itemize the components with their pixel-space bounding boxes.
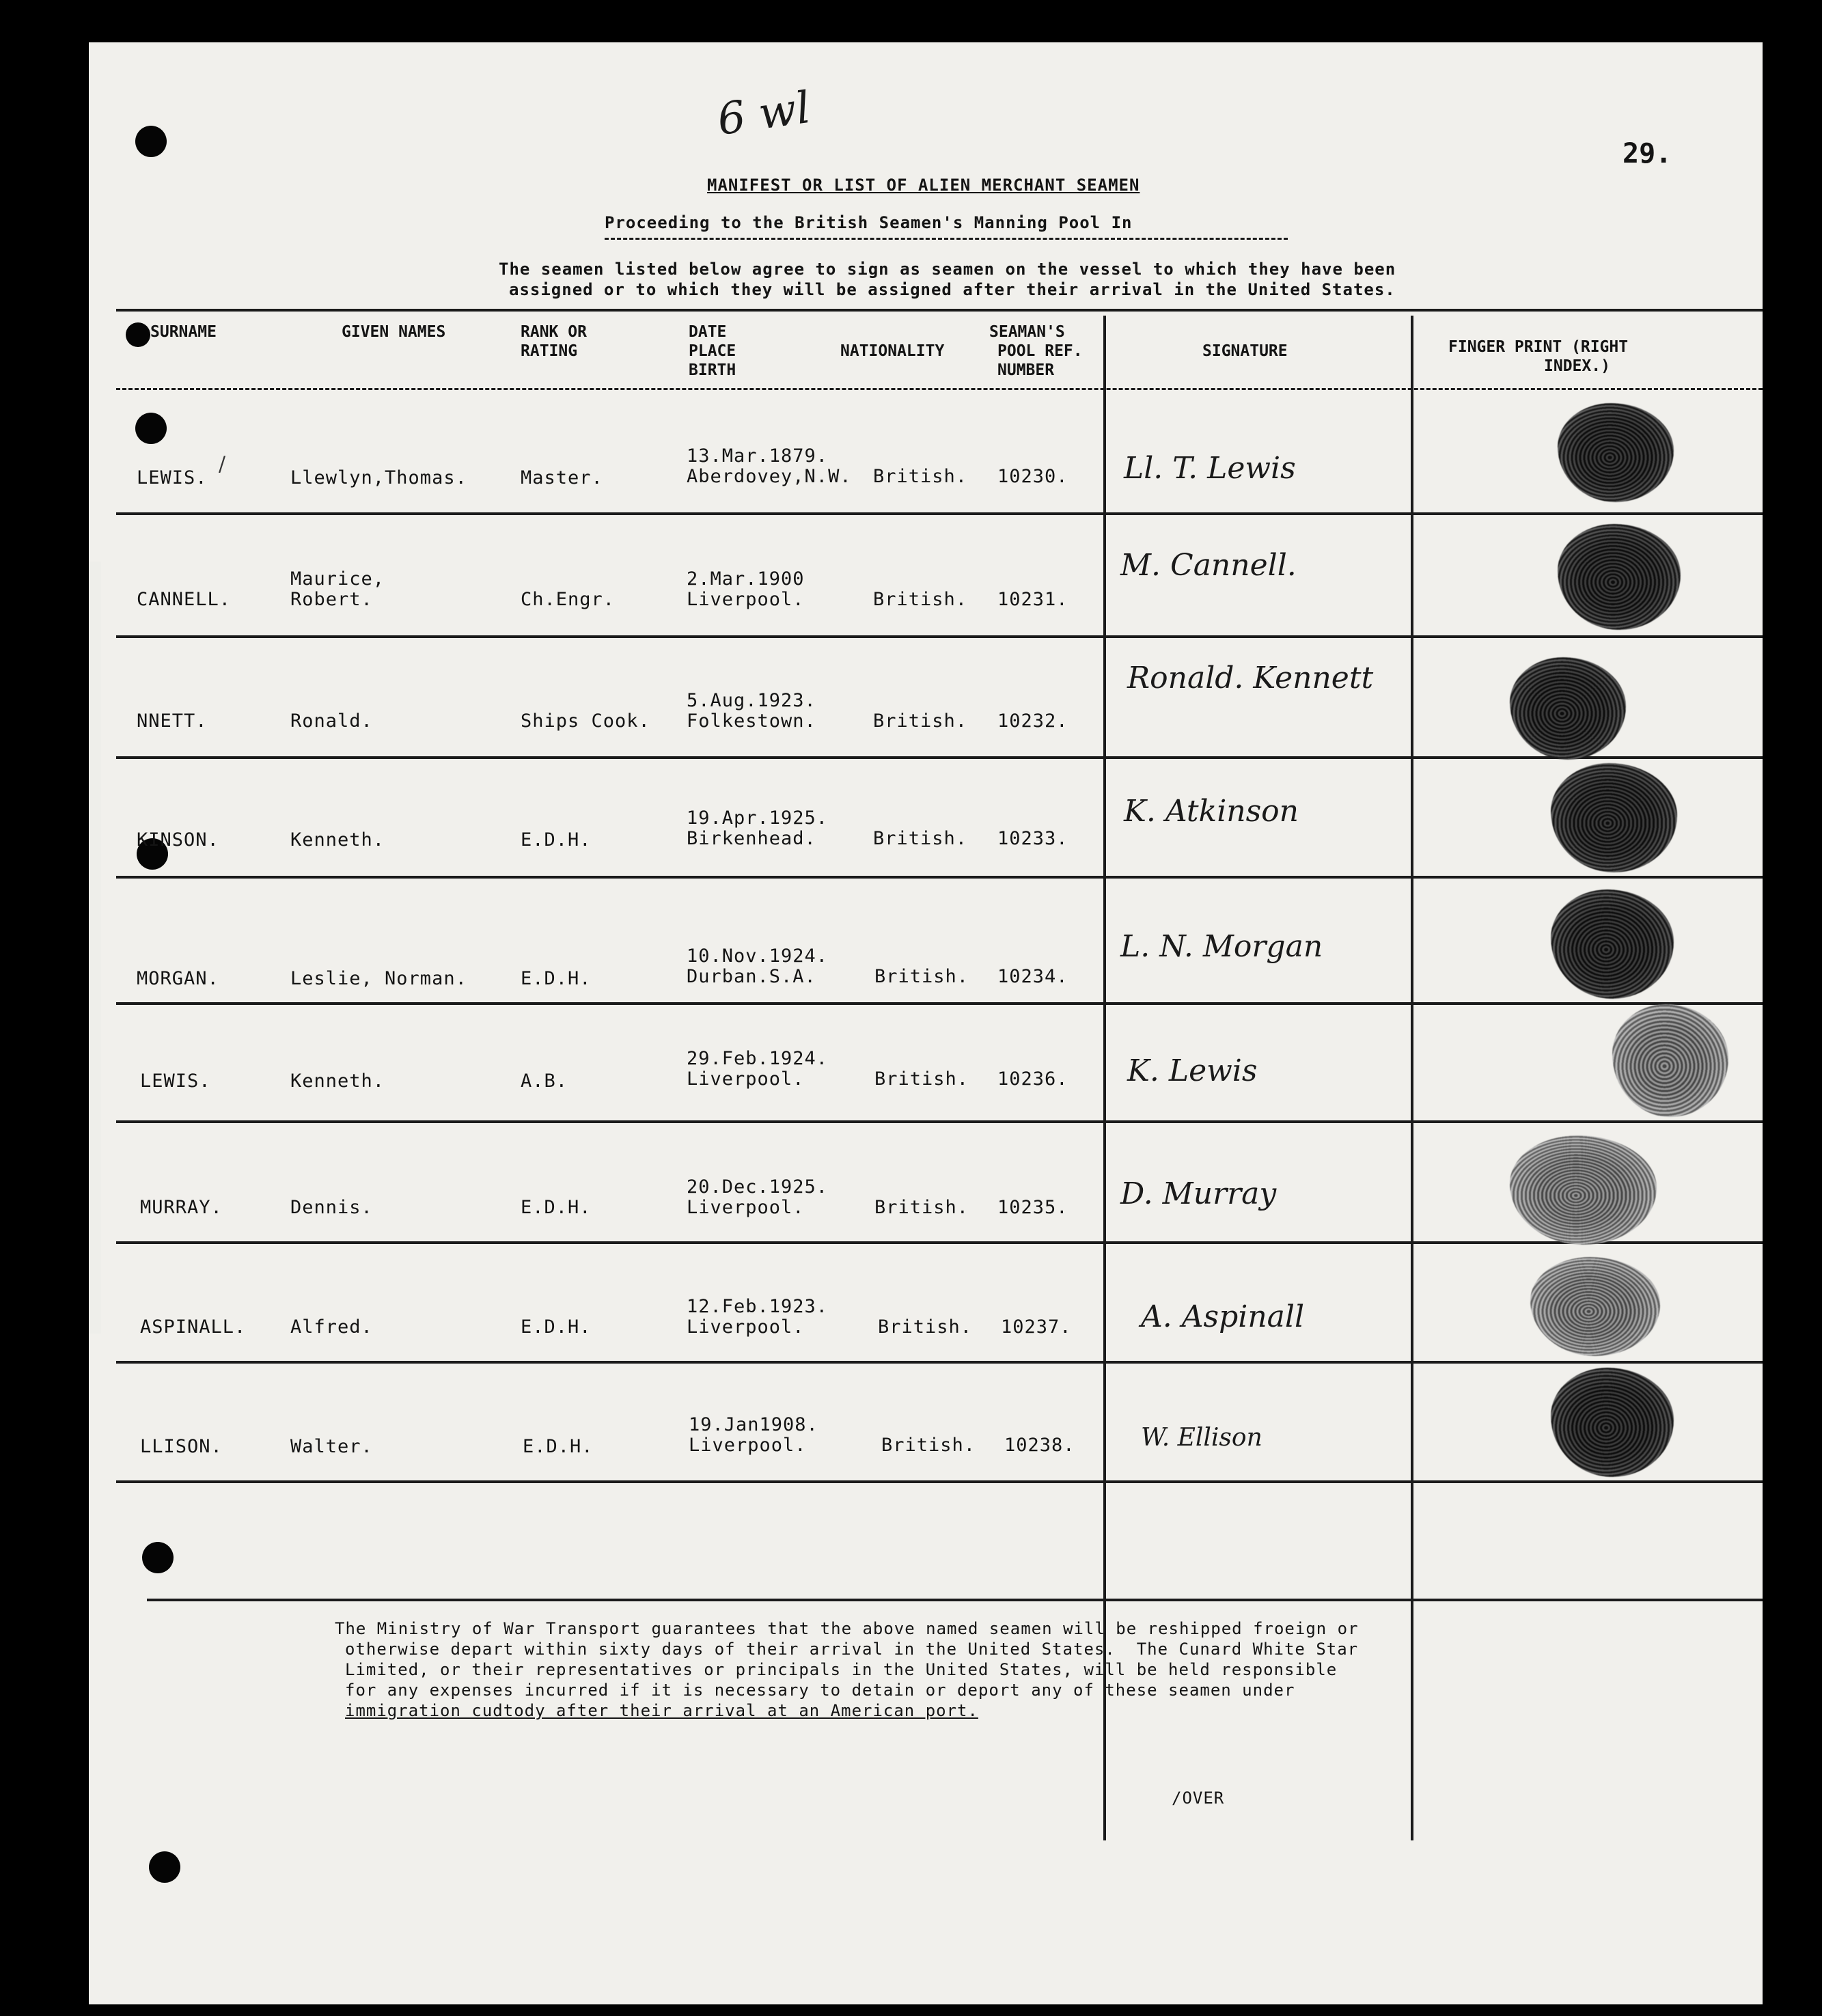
- row-signature: A. Aspinall: [1141, 1299, 1305, 1334]
- intro-line-1: The seamen listed below agree to sign as seamen on the vessel to which they have been: [499, 260, 1396, 279]
- row-nationality: British.: [874, 1068, 969, 1090]
- row-surname: MURRAY.: [140, 1197, 223, 1218]
- punch-hole: [135, 413, 167, 444]
- row-nationality: British.: [873, 828, 968, 849]
- row-signature: Ronald. Kennett: [1127, 661, 1374, 695]
- col-given-names: GIVEN NAMES: [342, 323, 446, 341]
- col-surname: SURNAME: [150, 323, 217, 341]
- row-given-names: Maurice,: [290, 568, 385, 590]
- row-birth-date: 19.Apr.1925.: [687, 807, 829, 829]
- row-surname: MORGAN.: [137, 968, 219, 989]
- row-rule: [116, 876, 1763, 879]
- row-rule: [116, 1241, 1763, 1244]
- row-given-names: Llewlyn,Thomas.: [290, 467, 467, 488]
- punch-hole: [142, 1542, 174, 1573]
- row-birth-place: Liverpool.: [687, 1197, 805, 1218]
- row-birth-date: 29.Feb.1924.: [687, 1048, 829, 1069]
- page-title: MANIFEST OR LIST OF ALIEN MERCHANT SEAMEN: [707, 176, 1140, 195]
- col-date-2: PLACE: [689, 342, 736, 360]
- row-given-names-2: Robert.: [290, 589, 373, 610]
- fingerprint: [1551, 763, 1677, 872]
- row-surname: LEWIS.: [137, 467, 208, 488]
- col-nationality: NATIONALITY: [840, 342, 945, 360]
- row-rule: [116, 1480, 1763, 1483]
- row-rule: [116, 756, 1763, 759]
- row-rank: E.D.H.: [521, 1316, 592, 1338]
- row-nationality: British.: [878, 1316, 973, 1338]
- row-given-names: Walter.: [290, 1436, 373, 1457]
- page-number: 29.: [1623, 138, 1672, 169]
- fingerprint-column-rule: [1411, 316, 1413, 1840]
- row-birth-date: 12.Feb.1923.: [687, 1296, 829, 1317]
- col-fingerprint-1: FINGER PRINT (RIGHT: [1448, 338, 1629, 356]
- row-pool-number: 10231.: [997, 589, 1068, 610]
- fingerprint: [1530, 1257, 1660, 1356]
- row-surname: ASPINALL.: [140, 1316, 247, 1338]
- row-surname: LLISON.: [140, 1436, 223, 1457]
- row-given-names: Kenneth.: [290, 1071, 385, 1092]
- row-pool-number: 10233.: [997, 828, 1068, 849]
- row-rank: Ships Cook.: [521, 710, 650, 732]
- row-pool-number: 10238.: [1004, 1435, 1075, 1456]
- row-birth-place: Folkestown.: [687, 710, 816, 732]
- row-signature: K. Atkinson: [1124, 794, 1299, 829]
- row-birth-date: 19.Jan1908.: [689, 1414, 818, 1435]
- row-nationality: British.: [873, 710, 968, 732]
- manifest-page: [89, 42, 1763, 2004]
- row-pool-number: 10237.: [1001, 1316, 1072, 1338]
- guarantee-line-2: otherwise depart within sixty days of their arrival in the United States. The Cunard White Star: [345, 1640, 1359, 1659]
- row-pool-number: 10230.: [997, 466, 1068, 487]
- page-edge-strip: [89, 562, 101, 1334]
- table-bottom-rule: [147, 1599, 1763, 1601]
- page-subtitle: Proceeding to the British Seamen's Manning Pool In: [605, 213, 1133, 232]
- row-birth-place: Aberdovey,N.W.: [687, 466, 852, 487]
- fingerprint: [1558, 403, 1674, 502]
- row-rule: [116, 512, 1763, 515]
- row-birth-place: Liverpool.: [687, 1068, 805, 1090]
- row-rank: E.D.H.: [523, 1436, 594, 1457]
- fingerprint: [1612, 1004, 1728, 1117]
- over-marker: /OVER: [1172, 1789, 1225, 1808]
- row-given-names: Dennis.: [290, 1197, 373, 1218]
- row-signature: W. Ellison: [1141, 1424, 1262, 1452]
- row-birth-place: Liverpool.: [689, 1435, 807, 1456]
- fingerprint: [1510, 1135, 1657, 1245]
- col-pool-2: POOL REF.: [997, 342, 1083, 360]
- row-surname: NNETT.: [137, 710, 208, 732]
- handwritten-mark: 6 wl: [714, 82, 814, 146]
- guarantee-line-4: for any expenses incurred if it is necessary to detain or deport any of these seamen under: [345, 1681, 1295, 1700]
- guarantee-line-1: The Ministry of War Transport guarantees that the above named seamen will be reshipped froeign or: [335, 1619, 1359, 1638]
- row-signature: D. Murray: [1120, 1176, 1277, 1211]
- row-rule: [116, 1002, 1763, 1005]
- col-pool-1: SEAMAN'S: [989, 323, 1065, 341]
- table-top-rule: [116, 309, 1763, 312]
- row-birth-place: Durban.S.A.: [687, 966, 816, 987]
- row-rank: E.D.H.: [521, 968, 592, 989]
- intro-line-2: assigned or to which they will be assigned after their arrival in the United States.: [509, 280, 1396, 299]
- row-nationality: British.: [874, 966, 969, 987]
- header-rule: [116, 388, 1763, 390]
- col-rank-2: RATING: [521, 342, 578, 360]
- fingerprint: [1510, 657, 1626, 760]
- row-signature: M. Cannell.: [1120, 548, 1297, 583]
- subtitle-rule: [605, 238, 1288, 240]
- row-birth-date: 2.Mar.1900: [687, 568, 805, 590]
- col-signature: SIGNATURE: [1202, 342, 1288, 360]
- row-birth-place: Liverpool.: [687, 1316, 805, 1338]
- row-surname: LEWIS.: [140, 1071, 211, 1092]
- fingerprint: [1551, 889, 1674, 999]
- guarantee-line-3: Limited, or their representatives or principals in the United States, will be held responsible: [345, 1660, 1338, 1679]
- row-signature: Ll. T. Lewis: [1124, 451, 1296, 486]
- row-signature: K. Lewis: [1127, 1053, 1258, 1088]
- row-rank: E.D.H.: [521, 1197, 592, 1218]
- fingerprint: [1558, 524, 1681, 630]
- guarantee-line-5: immigration cudtody after their arrival at an American port.: [345, 1701, 978, 1720]
- row-nationality: British.: [873, 589, 968, 610]
- row-nationality: British.: [873, 466, 968, 487]
- row-birth-place: Birkenhead.: [687, 828, 816, 849]
- row-birth-date: 13.Mar.1879.: [687, 445, 829, 467]
- row-rank: Ch.Engr.: [521, 589, 616, 610]
- row-rule: [116, 1361, 1763, 1364]
- row-surname: CANNELL.: [137, 589, 232, 610]
- row-birth-date: 5.Aug.1923.: [687, 690, 816, 711]
- row-pool-number: 10235.: [997, 1197, 1068, 1218]
- col-rank-1: RANK OR: [521, 323, 587, 341]
- col-pool-3: NUMBER: [997, 361, 1055, 379]
- signature-column-rule: [1103, 316, 1106, 1840]
- row-nationality: British.: [881, 1435, 976, 1456]
- row-surname: KINSON.: [137, 829, 219, 851]
- row-given-names: Kenneth.: [290, 829, 385, 851]
- col-fingerprint-2: INDEX.): [1544, 357, 1610, 375]
- row-pool-number: 10232.: [997, 710, 1068, 732]
- punch-hole: [135, 126, 167, 157]
- row-rule: [116, 635, 1763, 638]
- punch-hole: [149, 1851, 180, 1883]
- row-nationality: British.: [874, 1197, 969, 1218]
- col-date-3: BIRTH: [689, 361, 736, 379]
- row-rank: Master.: [521, 467, 603, 488]
- row-given-names: Alfred.: [290, 1316, 373, 1338]
- row-birth-place: Liverpool.: [687, 589, 805, 610]
- col-date-1: DATE: [689, 323, 727, 341]
- row-rank: E.D.H.: [521, 829, 592, 851]
- row-rank: A.B.: [521, 1071, 568, 1092]
- row-signature: L. N. Morgan: [1120, 929, 1323, 964]
- fingerprint: [1551, 1368, 1674, 1477]
- row-given-names: Ronald.: [290, 710, 373, 732]
- row-given-names: Leslie, Norman.: [290, 968, 467, 989]
- row-birth-date: 20.Dec.1925.: [687, 1176, 829, 1198]
- row-pool-number: 10236.: [997, 1068, 1068, 1090]
- row-pool-number: 10234.: [997, 966, 1068, 987]
- row-rule: [116, 1120, 1763, 1123]
- punch-hole: [126, 322, 150, 347]
- row-birth-date: 10.Nov.1924.: [687, 945, 829, 967]
- check-mark: /: [219, 452, 226, 476]
